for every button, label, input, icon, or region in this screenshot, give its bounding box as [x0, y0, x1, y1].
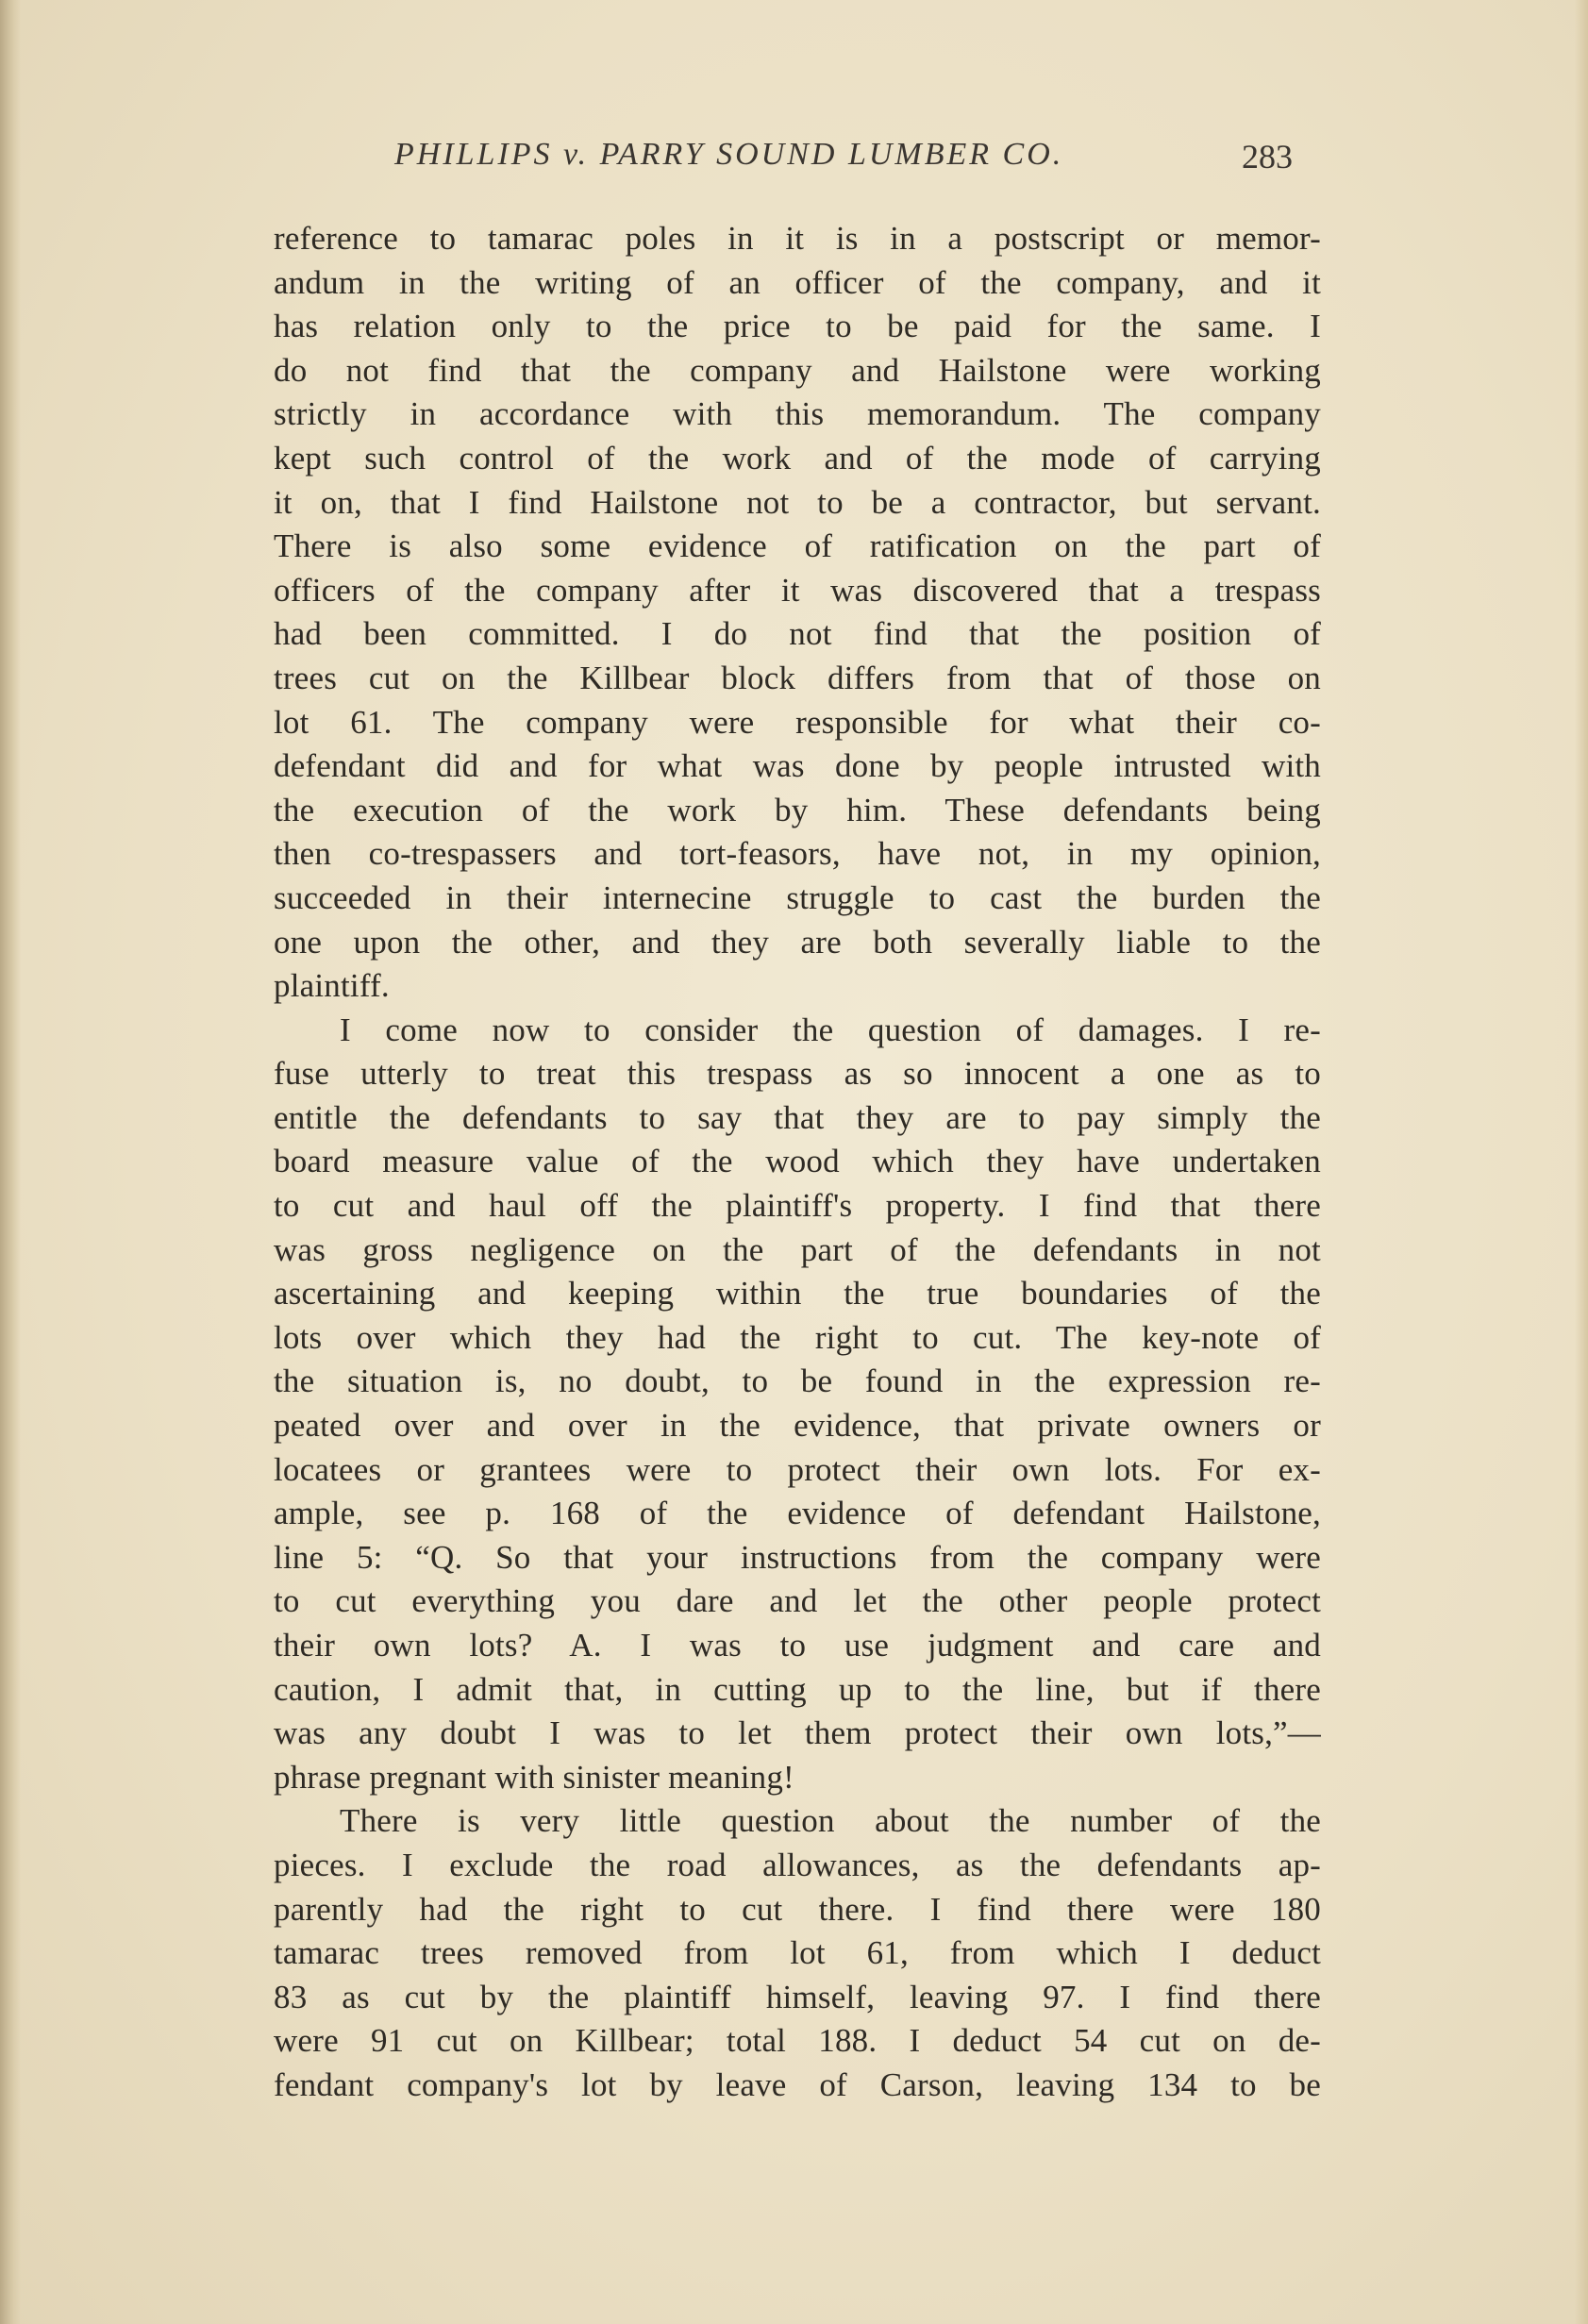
text-line: There is also some evidence of ratification on the part of: [274, 527, 1321, 565]
text-line: entitle the defendants to say that they are to pay simply the: [274, 1098, 1321, 1136]
gutter-shadow: [0, 0, 21, 2324]
text-line: has relation only to the price to be paid for the same. I: [274, 308, 1321, 345]
text-line: caution, I admit that, in cutting up to the line, but if there: [274, 1670, 1321, 1708]
text-line: the situation is, no doubt, to be found in the expression re-: [274, 1363, 1321, 1400]
text-line: the execution of the work by him. These defendants being: [274, 791, 1321, 828]
text-line: reference to tamarac poles in it is in a postscript or memor-: [274, 220, 1321, 257]
running-title: PHILLIPS v. PARRY SOUND LUMBER CO.: [394, 137, 1064, 172]
text-line: officers of the company after it was discovered that a trespass: [274, 571, 1321, 609]
text-line: it on, that I find Hailstone not to be a contractor, but servant.: [274, 483, 1321, 521]
text-line: trees cut on the Killbear block differs from that of those on: [274, 659, 1321, 696]
text-line: ascertaining and keeping within the true boundaries of the: [274, 1275, 1321, 1312]
text-line: board measure value of the wood which they have undertaken: [274, 1143, 1321, 1180]
text-line: ample, see p. 168 of the evidence of defendant Hailstone,: [274, 1495, 1321, 1532]
text-line: do not find that the company and Hailstone were working: [274, 351, 1321, 389]
text-line: tamarac trees removed from lot 61, from which I deduct: [274, 1934, 1321, 1972]
text-line: succeeded in their internecine struggle to cast the burden the: [274, 878, 1321, 916]
text-line: peated over and over in the evidence, that private owners or: [274, 1407, 1321, 1445]
text-line: pieces. I exclude the road allowances, as the defendants ap-: [274, 1846, 1321, 1883]
text-line: locatees or grantees were to protect their own lots. For ex-: [274, 1450, 1321, 1488]
text-line: fendant company's lot by leave of Carson, leaving 134 to be: [274, 2065, 1321, 2103]
text-line: were 91 cut on Killbear; total 188. I deduct 54 cut on de-: [274, 2022, 1321, 2060]
body-text: [274, 217, 1321, 2274]
text-line: kept such control of the work and of the mode of carrying: [274, 439, 1321, 477]
text-line: fuse utterly to treat this trespass as so innocent a one as to: [274, 1055, 1321, 1093]
paragraph-end-line: plaintiff.: [274, 967, 390, 1005]
text-line: strictly in accordance with this memorandum. The company: [274, 395, 1321, 433]
paragraph-end-line: phrase pregnant with sinister meaning!: [274, 1758, 794, 1796]
text-line: line 5: “Q. So that your instructions from the company were: [274, 1538, 1321, 1576]
text-line: 83 as cut by the plaintiff himself, leaving 97. I find there: [274, 1978, 1321, 2015]
text-line: their own lots? A. I was to use judgment and care and: [274, 1627, 1321, 1664]
page-edge: [1575, 0, 1588, 2324]
text-line: andum in the writing of an officer of the company, and it: [274, 263, 1321, 301]
text-line: one upon the other, and they are both severally liable to the: [274, 923, 1321, 961]
text-line: parently had the right to cut there. I find there were 180: [274, 1890, 1321, 1928]
text-line: then co-trespassers and tort-feasors, have not, in my opinion,: [274, 835, 1321, 873]
text-line: had been committed. I do not find that the position of: [274, 615, 1321, 653]
text-line: lots over which they had the right to cut. The key-note of: [274, 1318, 1321, 1356]
page-header: [274, 137, 1302, 184]
text-line: to cut and haul off the plaintiff's property. I find that there: [274, 1187, 1321, 1225]
text-line: defendant did and for what was done by people intrusted with: [274, 747, 1321, 785]
text-line: was any doubt I was to let them protect their own lots,”—: [274, 1714, 1321, 1752]
text-line: was gross negligence on the part of the defendants in not: [274, 1230, 1321, 1268]
page-number: 283: [1242, 138, 1293, 176]
text-line: to cut everything you dare and let the other people protect: [274, 1582, 1321, 1620]
text-line: lot 61. The company were responsible for what their co-: [274, 703, 1321, 741]
paragraph-start-line: There is very little question about the number of the: [340, 1802, 1321, 1840]
paragraph-start-line: I come now to consider the question of damages. I re-: [340, 1011, 1321, 1048]
